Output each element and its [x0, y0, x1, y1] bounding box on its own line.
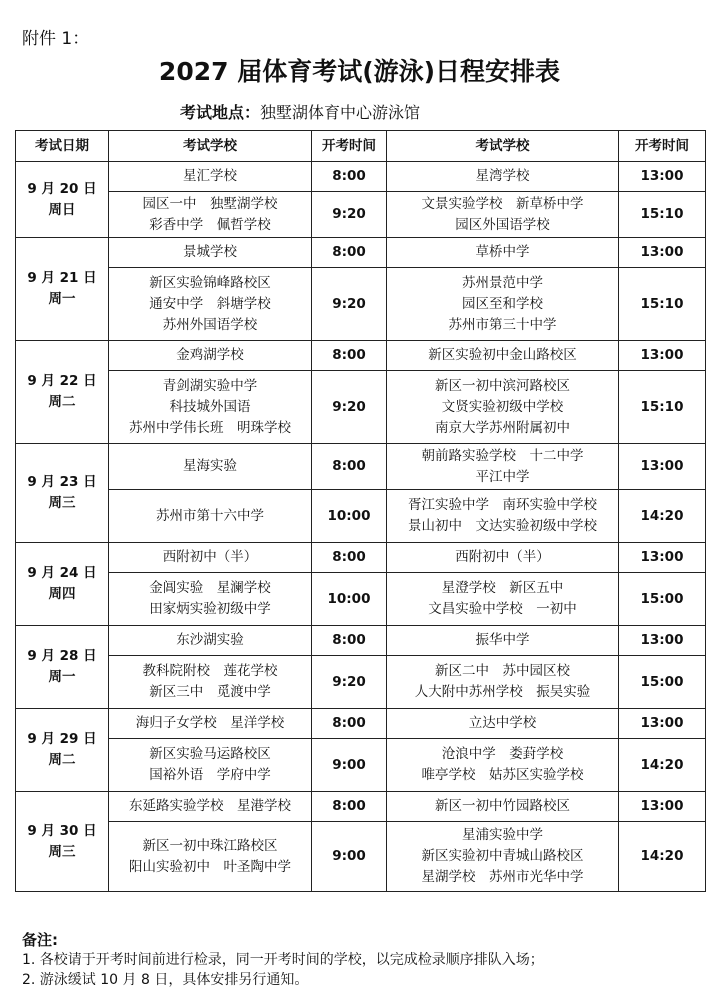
- school-name: 胥江实验中学 南环实验中学校: [408, 497, 597, 513]
- start-time-b: 15:10: [619, 371, 706, 444]
- schools-cell-a: [109, 573, 312, 626]
- schools-cell-a: [109, 371, 312, 444]
- school-name: 通安中学 斜塘学校: [149, 295, 271, 312]
- school-name: 新区实验马运路校区: [149, 746, 271, 762]
- start-time-a: 8:00: [312, 543, 387, 573]
- start-time-a: 10:00: [312, 573, 387, 626]
- table-row: [16, 792, 706, 822]
- exam-date-cell: [16, 341, 109, 444]
- school-name: 新区一初中滨河路校区: [435, 377, 570, 394]
- school-name: 新区实验初中青城山路校区: [421, 848, 584, 864]
- school-name: 西附初中（半）: [162, 549, 258, 565]
- schools-cell-b: [387, 371, 619, 444]
- exam-weekday: 周四: [48, 586, 76, 602]
- school-name: 新区实验初中金山路校区: [428, 347, 577, 363]
- table-row: [16, 162, 706, 192]
- schools-cell-a: [109, 543, 312, 573]
- schools-cell-a: [109, 268, 312, 341]
- school-name: 国裕外语 学府中学: [149, 767, 271, 783]
- school-name: 苏州外国语学校: [162, 316, 258, 333]
- schools-cell-b: [387, 739, 619, 792]
- notes-title: 备注:: [22, 931, 58, 949]
- attachment-label: 附件 1：: [22, 29, 90, 49]
- schools-cell-a: [109, 739, 312, 792]
- school-name: 星湖学校 苏州市光华中学: [421, 869, 584, 885]
- start-time-b: 13:00: [619, 709, 706, 739]
- start-time-b: 14:20: [619, 739, 706, 792]
- start-time-b: 15:10: [619, 268, 706, 341]
- exam-date-cell: [16, 709, 109, 792]
- exam-date-cell: [16, 444, 109, 543]
- schools-cell-b: [387, 490, 619, 543]
- start-time-b: 13:00: [619, 626, 706, 656]
- school-name: 景城学校: [183, 244, 237, 260]
- start-time-b: 15:00: [619, 573, 706, 626]
- school-name: 金阊实验 星澜学校: [149, 580, 271, 596]
- table-row: [16, 543, 706, 573]
- start-time-a: 10:00: [312, 490, 387, 543]
- exam-date-cell: [16, 626, 109, 709]
- start-time-a: 9:20: [312, 371, 387, 444]
- schools-cell-b: [387, 573, 619, 626]
- exam-date-cell: [16, 162, 109, 238]
- school-name: 星澄学校 新区五中: [441, 580, 564, 596]
- schools-cell-a: [109, 626, 312, 656]
- school-name: 星汇学校: [183, 168, 237, 184]
- schools-cell-b: [387, 238, 619, 268]
- schools-cell-b: [387, 626, 619, 656]
- schools-cell-a: [109, 656, 312, 709]
- start-time-b: 13:00: [619, 792, 706, 822]
- start-time-b: 14:20: [619, 490, 706, 543]
- school-name: 草桥中学: [475, 244, 530, 260]
- schools-cell-b: [387, 792, 619, 822]
- start-time-a: 9:00: [312, 739, 387, 792]
- school-name: 南京大学苏州附属初中: [435, 419, 570, 436]
- schools-cell-a: [109, 341, 312, 371]
- school-name: 园区一中 独墅湖学校: [142, 195, 278, 212]
- start-time-b: 13:00: [619, 162, 706, 192]
- school-name: 人大附中苏州学校 振吴实验: [414, 684, 591, 700]
- header-time-a: 开考时间: [312, 131, 387, 162]
- school-name: 园区外国语学校: [455, 216, 550, 233]
- schools-cell-b: [387, 656, 619, 709]
- school-name: 教科院附校 莲花学校: [142, 663, 278, 679]
- school-name: 苏州市第十六中学: [156, 507, 264, 524]
- table-row: [16, 268, 706, 341]
- school-name: 苏州中学伟长班 明珠学校: [129, 419, 291, 436]
- school-name: 立达中学校: [468, 715, 537, 731]
- start-time-a: 8:00: [312, 626, 387, 656]
- exam-date: 9 月 29 日: [27, 731, 97, 747]
- start-time-b: 13:00: [619, 238, 706, 268]
- school-name: 振华中学: [475, 632, 530, 648]
- school-name: 新区三中 觅渡中学: [149, 684, 271, 700]
- table-row: [16, 822, 706, 892]
- school-name: 文景实验学校 新草桥中学: [421, 195, 584, 212]
- exam-date: 9 月 21 日: [27, 270, 97, 286]
- schools-cell-b: [387, 543, 619, 573]
- school-name: 青剑湖实验中学: [162, 377, 258, 394]
- exam-date: 9 月 28 日: [27, 648, 97, 664]
- exam-weekday: 周一: [48, 291, 76, 307]
- schools-cell-b: [387, 444, 619, 490]
- schools-cell-a: [109, 822, 312, 892]
- start-time-b: 14:20: [619, 822, 706, 892]
- schools-cell-a: [109, 162, 312, 192]
- header-school-b: 考试学校: [387, 131, 619, 162]
- schools-cell-b: [387, 341, 619, 371]
- start-time-b: 13:00: [619, 341, 706, 371]
- school-name: 西附初中（半）: [455, 549, 550, 565]
- schools-cell-b: [387, 192, 619, 238]
- schools-cell-b: [387, 709, 619, 739]
- school-name: 朝前路实验学校 十二中学: [421, 447, 584, 464]
- table-row: [16, 709, 706, 739]
- location-value: 独墅湖体育中心游泳馆: [260, 103, 421, 122]
- header-date: 考试日期: [16, 131, 109, 162]
- start-time-a: 8:00: [312, 792, 387, 822]
- table-row: [16, 341, 706, 371]
- school-name: 田家炳实验初级中学: [149, 601, 271, 617]
- schools-cell-a: [109, 709, 312, 739]
- exam-location: [180, 100, 420, 123]
- school-name: 新区一初中珠江路校区: [142, 837, 278, 854]
- note-item: 1. 各校请于开考时间前进行检录，同一开考时间的学校，以完成检录顺序排队入场；: [22, 952, 544, 968]
- table-row: [16, 490, 706, 543]
- schools-cell-a: [109, 490, 312, 543]
- school-name: 文贤实验初级中学校: [441, 398, 564, 415]
- school-name: 唯亭学校 姑苏区实验学校: [421, 767, 584, 783]
- school-name: 新区二中 苏中园区校: [435, 663, 570, 679]
- school-name: 海归子女学校 星洋学校: [135, 715, 285, 731]
- exam-date: 9 月 23 日: [27, 474, 97, 490]
- school-name: 景山初中 文达实验初级中学校: [408, 518, 597, 534]
- table-row: [16, 656, 706, 709]
- school-name: 科技城外国语: [169, 398, 251, 415]
- school-name: 平江中学: [475, 468, 530, 485]
- exam-date-cell: [16, 543, 109, 626]
- exam-weekday: 周三: [48, 495, 76, 511]
- school-name: 阳山实验初中 叶圣陶中学: [129, 858, 291, 875]
- start-time-b: 13:00: [619, 543, 706, 573]
- schedule-body: [16, 162, 706, 892]
- exam-weekday: 周二: [48, 394, 76, 410]
- start-time-a: 9:20: [312, 192, 387, 238]
- exam-date-cell: [16, 238, 109, 341]
- exam-date: 9 月 20 日: [27, 180, 97, 197]
- school-name: 文昌实验中学校 一初中: [428, 601, 577, 617]
- page-title: 2027 届体育考试(游泳)日程安排表: [158, 57, 561, 86]
- schools-cell-a: [109, 792, 312, 822]
- table-row: [16, 238, 706, 268]
- school-name: 星浦实验中学: [462, 827, 543, 843]
- table-row: [16, 192, 706, 238]
- schools-cell-a: [109, 192, 312, 238]
- schools-cell-b: [387, 268, 619, 341]
- exam-weekday: 周二: [48, 752, 76, 768]
- school-name: 新区实验锦峰路校区: [149, 274, 271, 291]
- table-row: [16, 371, 706, 444]
- start-time-a: 9:00: [312, 822, 387, 892]
- location-label: 考试地点：: [180, 103, 261, 122]
- schools-cell-b: [387, 822, 619, 892]
- start-time-a: 9:20: [312, 656, 387, 709]
- school-name: 新区一初中竹园路校区: [435, 798, 570, 814]
- school-name: 东延路实验学校 星港学校: [129, 798, 291, 814]
- start-time-a: 8:00: [312, 709, 387, 739]
- exam-date-cell: [16, 792, 109, 892]
- exam-weekday: 周日: [48, 201, 76, 218]
- start-time-b: 13:00: [619, 444, 706, 490]
- school-name: 苏州景范中学: [462, 274, 543, 291]
- schools-cell-b: [387, 162, 619, 192]
- header-time-b: 开考时间: [619, 131, 706, 162]
- schools-cell-a: [109, 238, 312, 268]
- note-item: 2. 游泳缓试 10 月 8 日，具体安排另行通知。: [22, 972, 309, 988]
- notes: [22, 930, 544, 990]
- start-time-a: 8:00: [312, 162, 387, 192]
- school-name: 园区至和学校: [462, 295, 543, 312]
- school-name: 星湾学校: [475, 168, 530, 184]
- start-time-b: 15:10: [619, 192, 706, 238]
- school-name: 彩香中学 佩哲学校: [149, 216, 271, 233]
- start-time-a: 8:00: [312, 238, 387, 268]
- header-school-a: 考试学校: [109, 131, 312, 162]
- start-time-b: 15:00: [619, 656, 706, 709]
- schools-cell-a: [109, 444, 312, 490]
- table-row: [16, 573, 706, 626]
- exam-date: 9 月 24 日: [27, 565, 97, 581]
- exam-date: 9 月 30 日: [27, 822, 97, 839]
- schedule-table: [15, 130, 706, 892]
- table-row: [16, 626, 706, 656]
- school-name: 星海实验: [183, 458, 237, 474]
- school-name: 沧浪中学 娄葑学校: [441, 746, 564, 762]
- table-row: [16, 444, 706, 490]
- start-time-a: 8:00: [312, 444, 387, 490]
- exam-weekday: 周一: [48, 669, 76, 685]
- exam-weekday: 周三: [48, 843, 76, 860]
- start-time-a: 9:20: [312, 268, 387, 341]
- school-name: 苏州市第三十中学: [448, 316, 557, 333]
- exam-date: 9 月 22 日: [27, 373, 97, 389]
- table-row: [16, 739, 706, 792]
- start-time-a: 8:00: [312, 341, 387, 371]
- header-row: [16, 131, 706, 162]
- school-name: 东沙湖实验: [176, 632, 244, 648]
- school-name: 金鸡湖学校: [176, 347, 244, 363]
